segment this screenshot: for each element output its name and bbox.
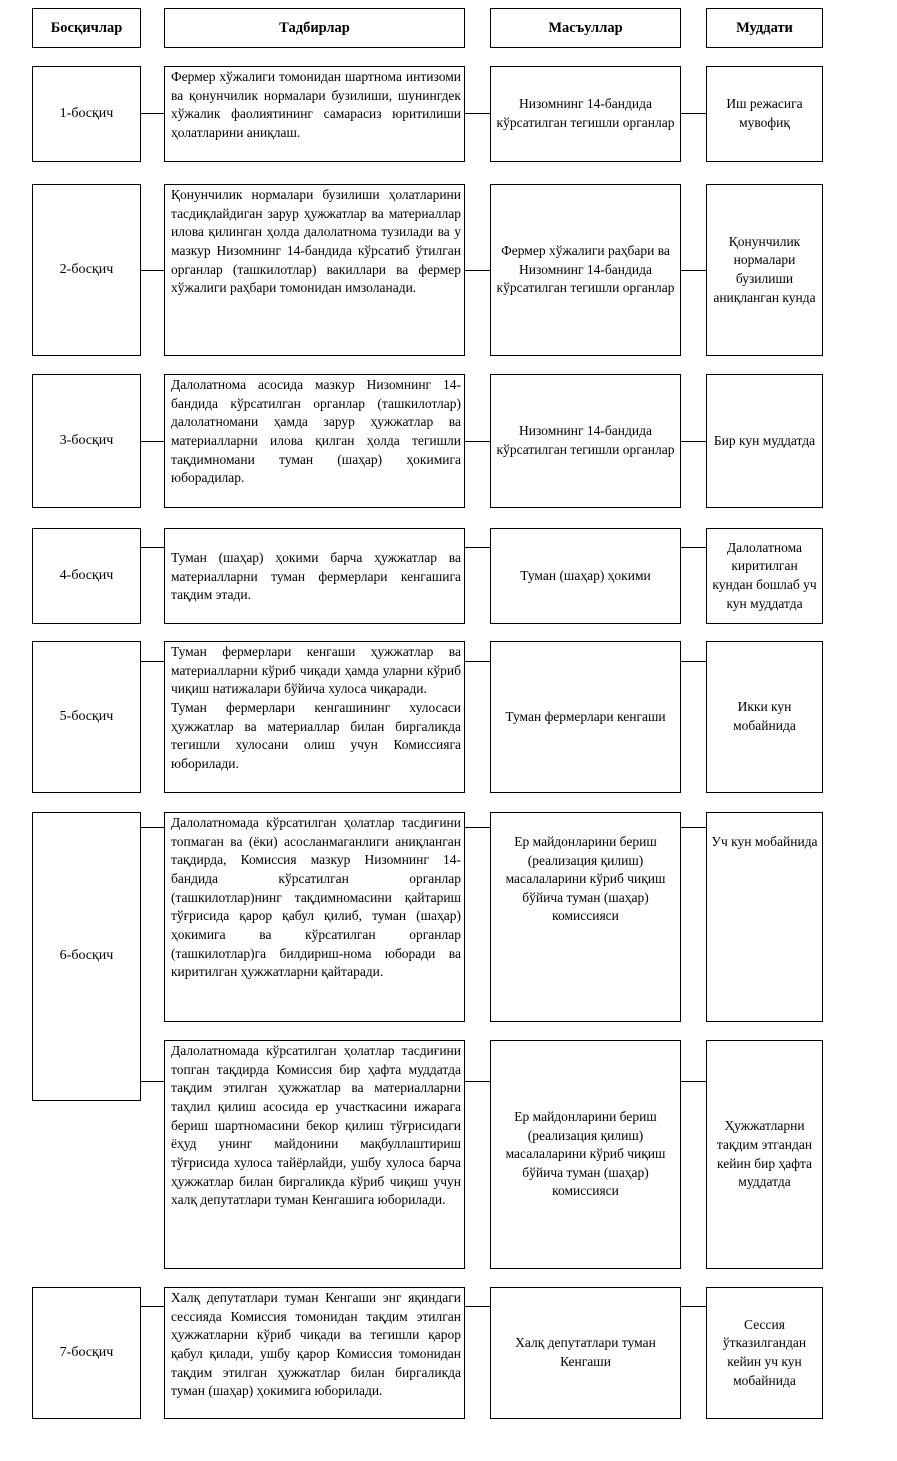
connector-stage-2-action	[141, 270, 164, 271]
stage-6-deadline-2: Ҳужжатларни тақдим этгандан кейин бир ҳафта муддатда	[706, 1040, 823, 1269]
connector-stage-6-deadline-1	[681, 827, 706, 828]
connector-stage-1-action	[141, 113, 164, 114]
connector-stage-2-responsible	[465, 270, 490, 271]
stage-7-responsible: Халқ депутатлари туман Кенгаши	[490, 1287, 681, 1419]
stage-6-action-1-text: Далолатномада кўрсатилган ҳолатлар тасдиғини топмаган ва (ёки) асосланмаганлиги аниқланган тақдирда, Комиссия мазкур Низомнинг 14-бандида кўрсатилган органлар (ташкилотлар)нинг тақдимномасини қайтариш тўғрисида қарор қабул қилиб, туман (шаҳар) ҳокимига ва кўрсатилган органлар (ташкилотлар)га билдириш-нома юборади ва киритилган ҳужжатларни қайтаради.	[171, 815, 461, 980]
stage-2-responsible: Фермер хўжалиги раҳбари ва Низомнинг 14-бандида кўрсатилган тегишли органлар	[490, 184, 681, 356]
stage-6-deadline-1	[706, 812, 823, 1022]
stage-2-action-text: Қонунчилик нормалари бузилиши ҳолатларини тасдиқлайдиган зарур ҳужжатлар ва материаллар илова қилинган ҳолда далолатнома тузилади ва у мазкур Низомнинг 14-бандида кўрсатиб ўтилган органлар (ташкилотлар) вакиллари ва фермер хўжалиги раҳбари томонидан имзоланади.	[171, 187, 461, 296]
stage-6-responsible-1	[490, 812, 681, 1022]
stage-5-action	[164, 641, 465, 793]
stage-1-label: 1-босқич	[32, 66, 141, 162]
stage-7-deadline: Сессия ўтказилгандан кейин уч кун мобайнида	[706, 1287, 823, 1419]
connector-stage-1-responsible	[465, 113, 490, 114]
stage-7-action	[164, 1287, 465, 1419]
connector-stage-6-responsible-2	[465, 1081, 490, 1082]
stage-1-deadline: Иш режасига мувофиқ	[706, 66, 823, 162]
stage-5-action-text-1: Туман фермерлари кенгаши ҳужжатлар ва материалларни кўриб чиқади ҳамда уларни кўриб чиқиш натижалари бўйича хулоса чиқаради.	[171, 644, 461, 697]
connector-stage-5-action	[141, 661, 164, 662]
connector-stage-5-responsible	[465, 661, 490, 662]
stage-6-responsible-1-text: Ер майдонларини бериш (реализация қилиш) масалаларини кўриб чиқиш бўйича туман (шаҳар) комиссияси	[505, 834, 666, 924]
stage-2-deadline: Қонунчилик нормалари бузилиши аниқланган кунда	[706, 184, 823, 356]
stage-2-label: 2-босқич	[32, 184, 141, 356]
connector-stage-7-responsible	[465, 1306, 490, 1307]
connector-stage-7-deadline	[681, 1306, 706, 1307]
stage-3-action	[164, 374, 465, 508]
stage-6-action-2	[164, 1040, 465, 1269]
connector-stage-2-deadline	[681, 270, 706, 271]
stage-6-action-1	[164, 812, 465, 1022]
stage-4-label: 4-босқич	[32, 528, 141, 624]
stage-4-action-text: Туман (шаҳар) ҳокими барча ҳужжатлар ва материалларни туман фермерлари кенгашига тақдим этади.	[171, 550, 461, 603]
connector-stage-6-action-1	[141, 827, 164, 828]
stage-1-action	[164, 66, 465, 162]
connector-stage-7-action	[141, 1306, 164, 1307]
header-actions: Тадбирлар	[164, 8, 465, 48]
header-deadline: Муддати	[706, 8, 823, 48]
stage-4-action	[164, 528, 465, 624]
stage-5-action-text-2: Туман фермерлари кенгашининг хулосаси ҳужжатлар ва материаллар билан биргаликда тегишли хулосани олиш учун Комиссияга юборилади.	[171, 699, 461, 771]
connector-stage-4-deadline	[681, 547, 706, 548]
stage-5-responsible: Туман фермерлари кенгаши	[490, 641, 681, 793]
header-responsible: Масъуллар	[490, 8, 681, 48]
stage-3-action-text: Далолатнома асосида мазкур Низомнинг 14-бандида кўрсатилган органлар (ташкилотлар) далолатномани ҳамда зарур ҳужжатлар ва материалларни илова қилган ҳолда тегишли тақдимномани туман (шаҳар) ҳокимига юборадилар.	[171, 377, 461, 486]
stage-4-responsible: Туман (шаҳар) ҳокими	[490, 528, 681, 624]
connector-stage-6-deadline-2	[681, 1081, 706, 1082]
connector-stage-6-responsible-1	[465, 827, 490, 828]
connector-stage-3-responsible	[465, 441, 490, 442]
stage-1-action-text: Фермер хўжалиги томонидан шартнома интизоми ва қонунчилик нормалари бузилиши, шунингдек хўжалик фаолиятининг самарасиз юритилиши ҳолатларини аниқлаш.	[171, 69, 461, 140]
connector-stage-3-action	[141, 441, 164, 442]
connector-stage-3-deadline	[681, 441, 706, 442]
connector-stage-4-responsible	[465, 547, 490, 548]
stage-5-label: 5-босқич	[32, 641, 141, 793]
stage-3-responsible: Низомнинг 14-бандида кўрсатилган тегишли органлар	[490, 374, 681, 508]
stage-3-label: 3-босқич	[32, 374, 141, 508]
connector-stage-4-action	[141, 547, 164, 548]
stage-6-responsible-2: Ер майдонларини бериш (реализация қилиш) масалаларини кўриб чиқиш бўйича туман (шаҳар) комиссияси	[490, 1040, 681, 1269]
stage-6-deadline-1-text: Уч кун мобайнида	[711, 834, 818, 849]
stage-4-deadline: Далолатнома киритилган кундан бошлаб уч кун муддатда	[706, 528, 823, 624]
stage-1-responsible: Низомнинг 14-бандида кўрсатилган тегишли органлар	[490, 66, 681, 162]
connector-stage-6-action-2	[141, 1081, 164, 1082]
stage-6-label: 6-босқич	[32, 812, 141, 1101]
connector-stage-1-deadline	[681, 113, 706, 114]
stage-2-action	[164, 184, 465, 356]
stage-7-action-text: Халқ депутатлари туман Кенгаши энг яқиндаги сессияда Комиссия томонидан тақдим этилган ҳужжатларни кўриб чиқади ва тегишли қарор қабул қилади, ушбу қарор Комиссия томонидан тақдим этилган ҳужжатлар билан биргаликда туман (шаҳар) ҳокимига юборилади.	[171, 1290, 461, 1399]
header-stages: Босқичлар	[32, 8, 141, 48]
stage-6-action-2-text: Далолатномада кўрсатилган ҳолатлар тасдиғини топган тақдирда Комиссия бир ҳафта муддатда тақдим этилган ҳужжатлар ва материалларни таҳлил қилиш асосида ер участкасини ижарага бериш шартномасини бекор қилиш тўғрисидаги ёҳуд унинг майдонини мақбуллаштириш тўғрисида хулоса тайёрлайди, ушбу хулоса барча ҳужжатлар билан биргаликда кўриб чиқиш учун халқ депутатлари туман Кенгашига юборилади.	[171, 1043, 461, 1208]
stage-7-label: 7-босқич	[32, 1287, 141, 1419]
connector-stage-5-deadline	[681, 661, 706, 662]
stage-3-deadline: Бир кун муддатда	[706, 374, 823, 508]
stage-5-deadline: Икки кун мобайнида	[706, 641, 823, 793]
